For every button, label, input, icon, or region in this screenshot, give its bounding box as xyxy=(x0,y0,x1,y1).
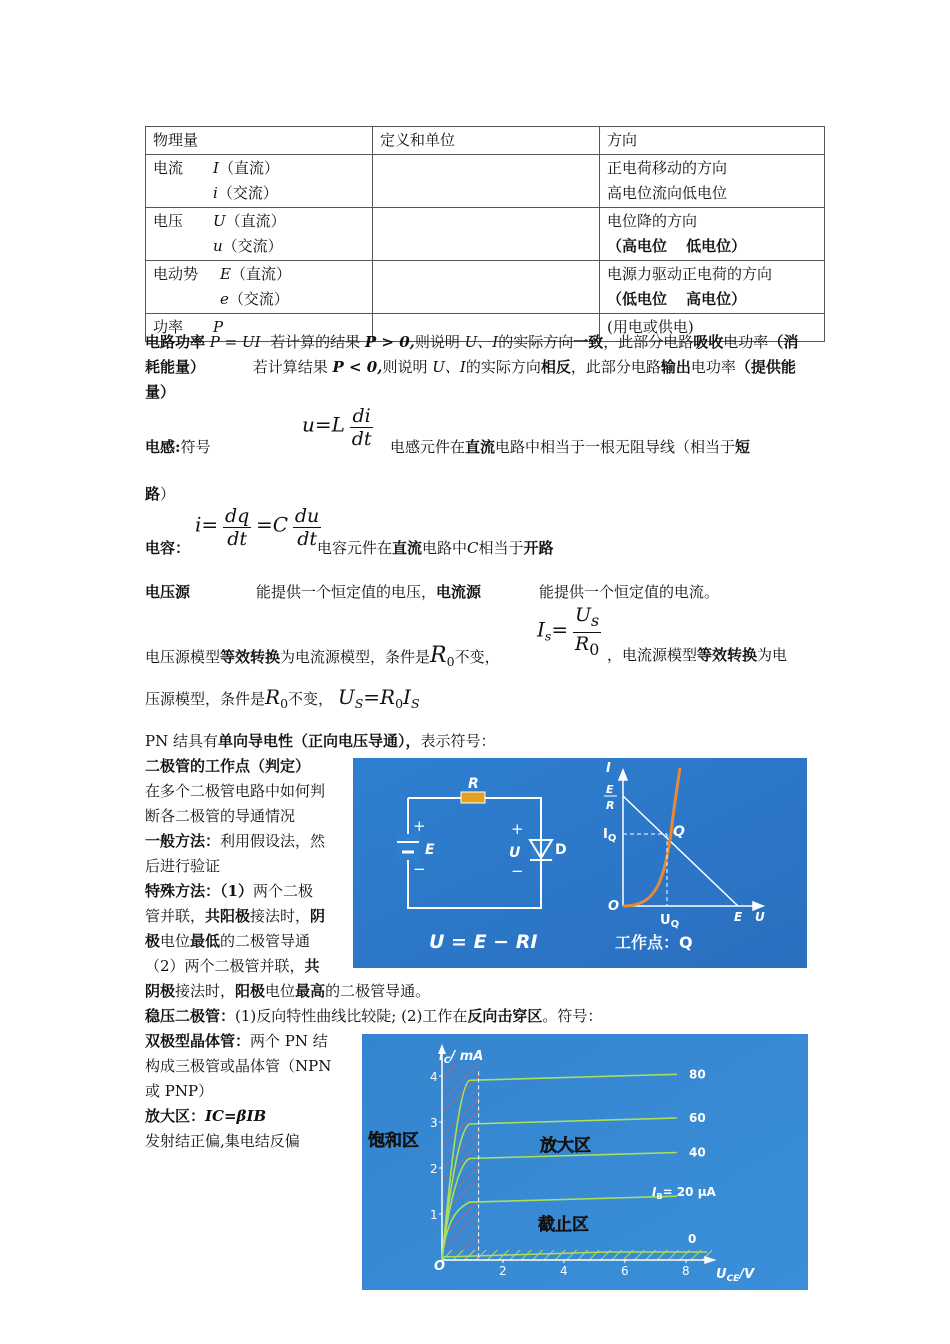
header-direction: 方向 xyxy=(600,127,825,155)
conversion-paragraph: 电压源模型等效转换为电流源模型，条件是$R_0$不变， $I_s=$ $\frac{U_s}{R_0}$ ，电流源模型等效转换为电 压源模型，条件是$R_0$不变， $U_S=R_0I_S$ xyxy=(145,604,788,711)
x-axis-label: $U_{CE}/V$ xyxy=(716,1267,755,1284)
capacitor-equation: i= $\frac{dq}{dt}$ =C $\frac{du}{dt}$ xyxy=(195,505,320,550)
capacitor-paragraph: 电容： i= $\frac{dq}{dt}$ =C $\frac{du}{dt}$ 电容元件在直流电路中C相当于开路 xyxy=(145,505,554,557)
table-header-row xyxy=(146,127,825,155)
label-q: Q xyxy=(673,824,685,840)
diode-operating-point-figure xyxy=(353,758,807,968)
label-origin: O xyxy=(608,899,620,914)
pn-paragraph: PN 结具有单向导电性（正向电压导通），表示符号： xyxy=(145,732,496,750)
curve-label: 80 xyxy=(689,1067,706,1082)
x-tick-label: 6 xyxy=(621,1264,629,1278)
y-tick-label: 1 xyxy=(430,1208,438,1222)
curve-label: 60 xyxy=(689,1111,706,1125)
saturation-label: 饱和区 xyxy=(368,1131,419,1151)
label-x-e: E xyxy=(734,910,743,924)
label-e: E xyxy=(425,842,435,858)
label-uq: $U_Q$ xyxy=(660,913,680,930)
label-plus: + xyxy=(413,817,426,835)
curve-label: 40 xyxy=(689,1145,706,1160)
bjt-section: 双极型晶体管：两个 PN 结 构成三极管或晶体管（NPN 或 PNP） 放大区：IC=βIB 发射结正偏,集电结反偏 xyxy=(145,1032,332,1150)
x-tick-label: 2 xyxy=(499,1264,507,1278)
x-tick-label: 4 xyxy=(560,1264,568,1278)
sources-paragraph: 电压源 能提供一个恒定值的电压，电流源 能提供一个恒定值的电流。 xyxy=(145,583,720,601)
curve-label-0: 0 xyxy=(688,1232,697,1246)
label-u: U xyxy=(509,845,521,861)
y-tick-label: 2 xyxy=(430,1162,438,1176)
resistor-symbol xyxy=(461,792,485,803)
ib-label: $I_B= 20$ μA xyxy=(652,1185,716,1201)
zener-paragraph: 稳压二极管：(1)反向特性曲线比较陡; (2)工作在反向击穿区。符号： xyxy=(145,1007,603,1025)
label-d: D xyxy=(555,842,567,858)
table-row: 电流 I（直流） i（交流） 正电荷移动的方向 高电位流向低电位 xyxy=(146,155,825,208)
header-quantity: 物理量 xyxy=(146,127,373,155)
row-name: 电动势 xyxy=(153,265,199,283)
diode-section: 二极管的工作点（判定） 在多个二极管电路中如何判 断各二极管的导通情况 一般方法：利用假设法，然 后进行验证 特殊方法：（1）两个二极 管并联，共阳极接法时，阴 极电位最低的二极管导通 （2）两个二极管并联，共 xyxy=(145,757,326,975)
physics-table xyxy=(145,126,825,342)
axis-label-i: I xyxy=(606,761,611,776)
is-equation: $I_s=$ $\frac{U_s}{R_0}$ xyxy=(537,604,600,659)
diode-title: 二极管的工作点（判定） xyxy=(145,757,311,775)
x-tick-label: 8 xyxy=(682,1264,690,1278)
amplification-label: 放大区 xyxy=(540,1136,591,1156)
table-row: 电动势 E（直流） e（交流） 电源力驱动正电荷的方向 （低电位 高电位） xyxy=(146,261,825,314)
formula: U = E − RI xyxy=(429,931,538,953)
label-x-u: U xyxy=(755,910,765,924)
header-definition: 定义和单位 xyxy=(373,127,600,155)
row-name: 电流 xyxy=(153,159,184,177)
y-axis-label: $I_C/$ mA xyxy=(439,1049,484,1066)
row-name: 功率 xyxy=(153,318,184,336)
inductor-paragraph: 电感:符号 u=L $\frac{di}{dt}$ 电感元件在直流电路中相当于一根无阻导线（相当于短 路） xyxy=(145,405,751,503)
inductor-equation: u=L $\frac{di}{dt}$ xyxy=(302,405,372,450)
power-paragraph: 电路功率 P = UI 若计算的结果 P > 0,则说明 U、I的实际方向一致，此部分电路吸收电功率（消耗能量） 若计算结果 P < 0,则说明 U、I的实际方向相反，此部分电路输出电功率（提供能量） xyxy=(145,333,799,401)
label-iq: $I_Q$ xyxy=(603,827,617,844)
table-row: 电压 U（直流） u（交流） 电位降的方向 （高电位 低电位） xyxy=(146,208,825,261)
origin-label: O xyxy=(434,1259,446,1274)
svg-text:E: E xyxy=(606,783,614,796)
row-name: 电压 xyxy=(153,212,184,230)
label-plus: + xyxy=(511,820,524,838)
table-row: 功率 P (用电或供电) xyxy=(146,314,825,342)
label-minus: − xyxy=(413,860,426,878)
y-tick-label: 4 xyxy=(430,1070,438,1084)
bjt-characteristics-chart xyxy=(362,1034,808,1290)
y-tick-label: 3 xyxy=(430,1116,438,1130)
svg-text:R: R xyxy=(606,799,615,812)
caption: 工作点：Q xyxy=(615,933,693,952)
label-r: R xyxy=(468,776,479,792)
label-minus: − xyxy=(511,862,524,880)
cutoff-label: 截止区 xyxy=(538,1215,589,1235)
